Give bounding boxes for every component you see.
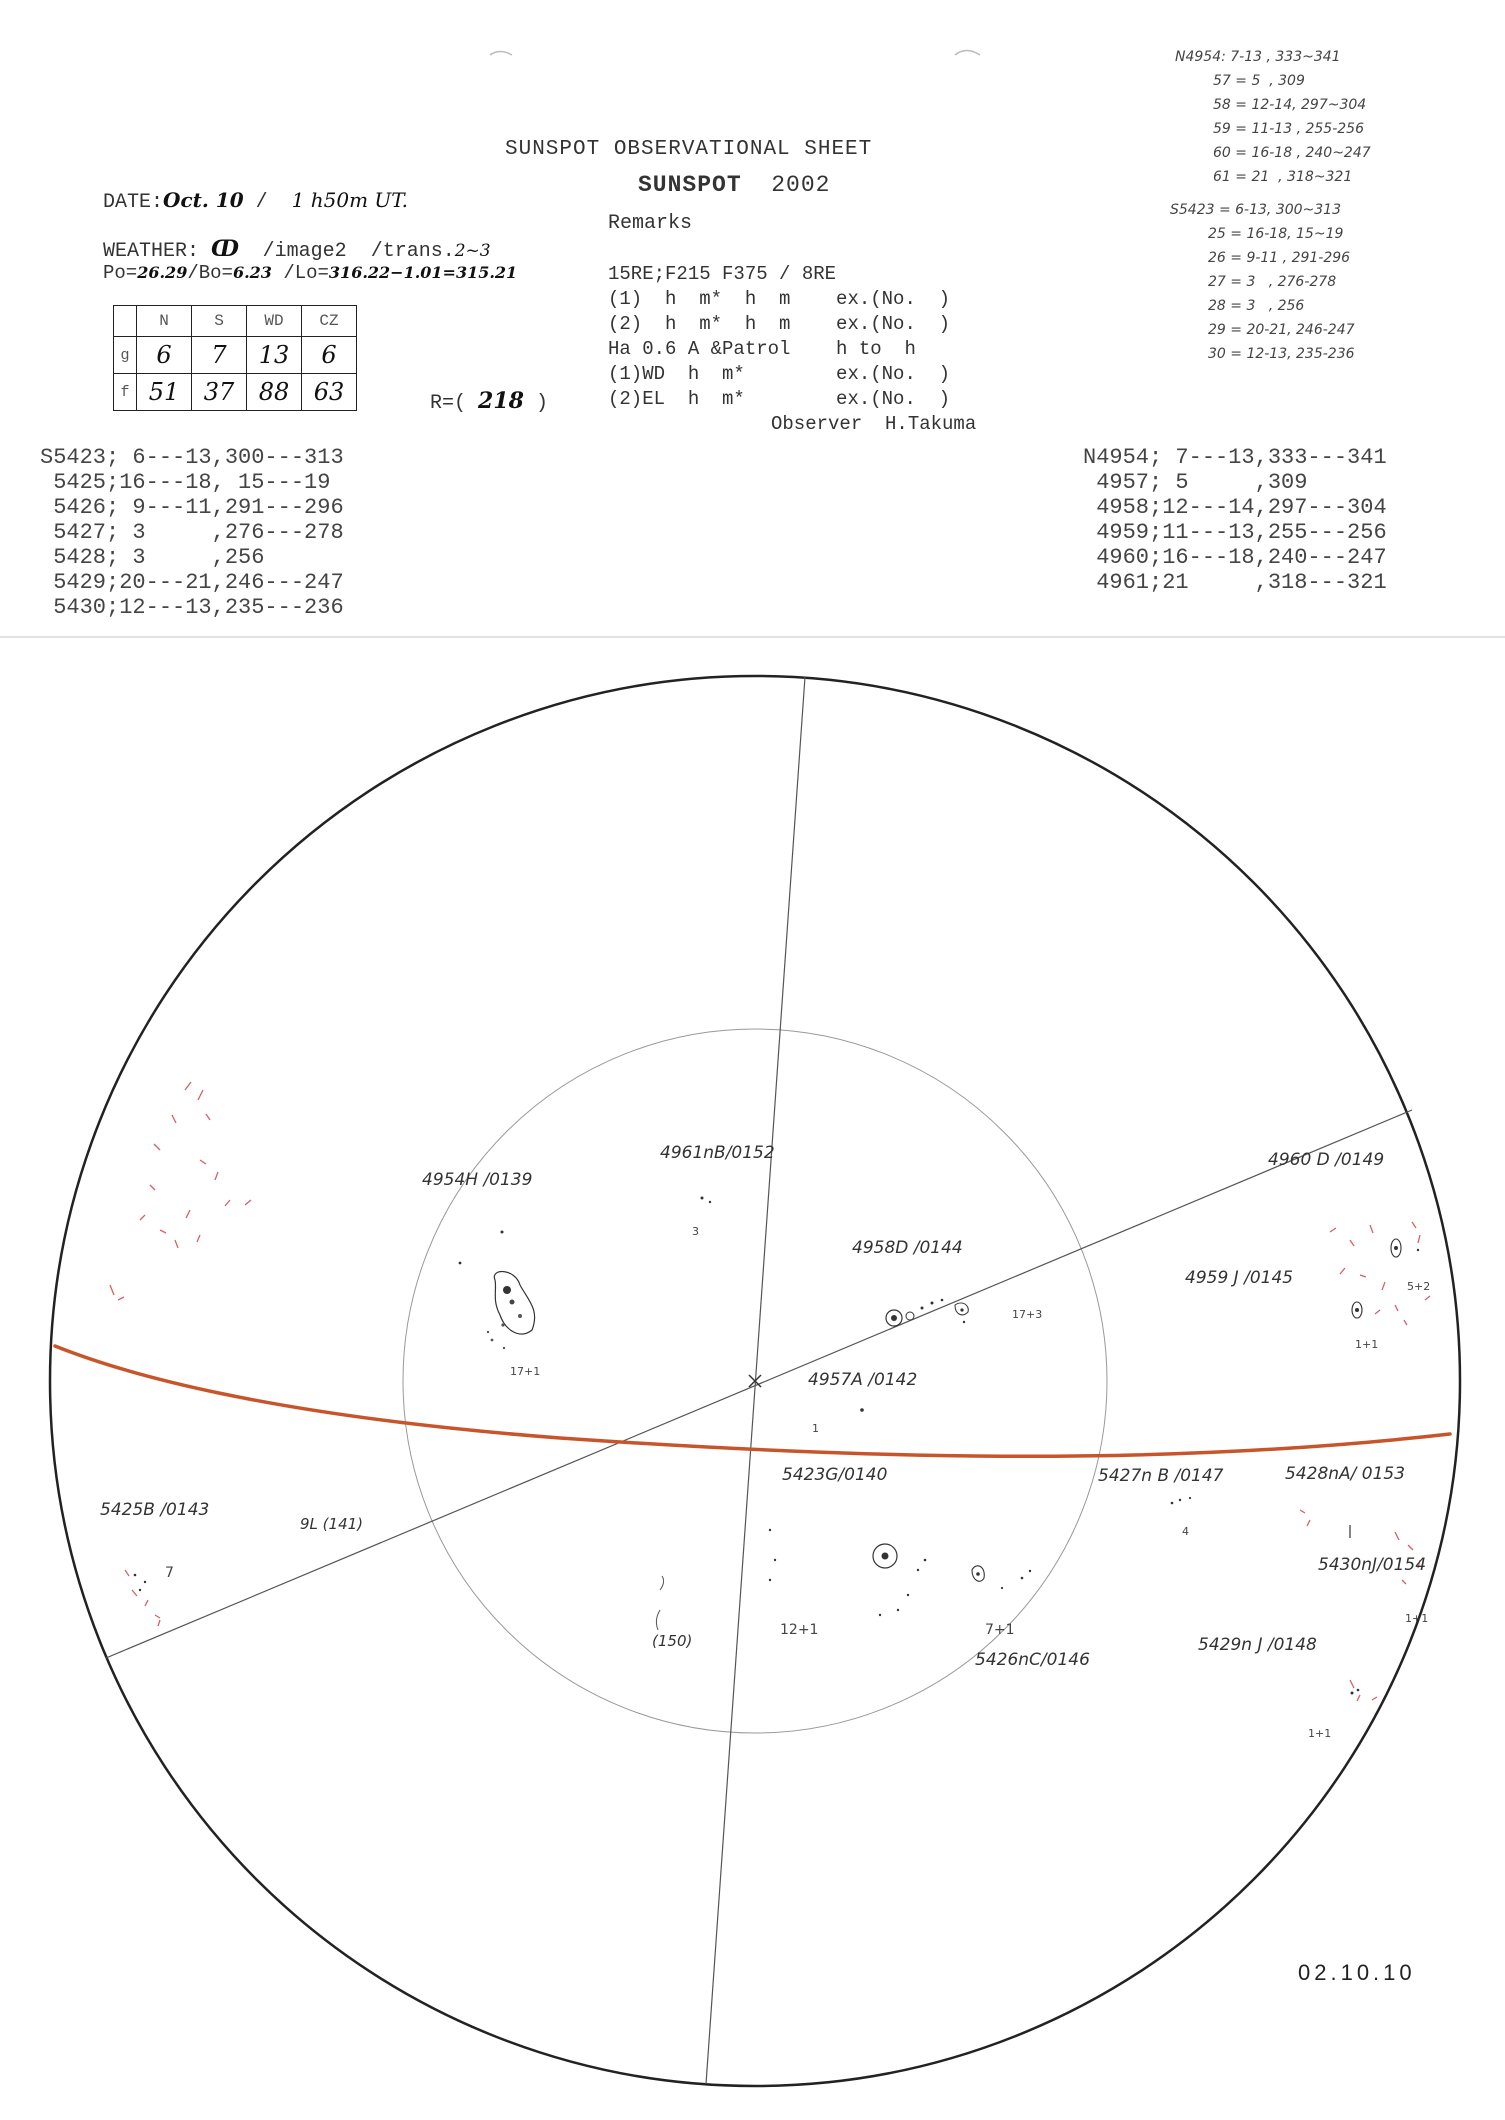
south-list-item: 5426; 9---11,291---296 xyxy=(40,495,344,520)
lo-value: 316.22−1.01=315.21 xyxy=(328,263,518,282)
count-5425: 7 xyxy=(165,1565,174,1581)
sunspot-group-4960 xyxy=(1391,1239,1419,1257)
annotation-curl xyxy=(660,1576,664,1590)
image-label: /image2 xyxy=(262,240,347,263)
po-label: Po= xyxy=(103,262,138,284)
count-5423: 12+1 xyxy=(780,1622,819,1638)
row-header-g: g xyxy=(114,337,137,374)
remarks-line-5: (1)WD h m* ex.(No. ) xyxy=(608,363,951,385)
label-group-5423: 5423G/0140 xyxy=(782,1465,888,1485)
north-list-item: N4954; 7---13,333---341 xyxy=(1083,445,1387,470)
handwritten-note: N4954: 7-13 , 333~341 xyxy=(1175,49,1341,65)
remarks-heading: Remarks xyxy=(608,212,693,235)
south-list-item: 5428; 3 ,256 xyxy=(40,545,265,570)
south-list-item: 5429;20---21,246---247 xyxy=(40,570,344,595)
g-wd-cell: 13 xyxy=(247,337,302,374)
handwritten-note: 61 = 21 , 318~321 xyxy=(1213,169,1353,185)
count-4957: 1 xyxy=(812,1422,819,1435)
handwritten-note: 30 = 12-13, 235-236 xyxy=(1208,346,1355,362)
footer-date-stamp: 02.10.10 xyxy=(1298,1960,1416,1985)
handwritten-note: 27 = 3 , 276-278 xyxy=(1208,274,1337,290)
label-group-5425: 5425B /0143 xyxy=(100,1500,210,1520)
solar-equator-line xyxy=(55,1346,1450,1456)
handwritten-note: 28 = 3 , 256 xyxy=(1208,298,1305,314)
handwritten-note: 60 = 16-18 , 240~247 xyxy=(1213,145,1371,161)
label-group-5427: 5427n B /0147 xyxy=(1098,1466,1224,1486)
label-group-4960: 4960 D /0149 xyxy=(1268,1150,1385,1170)
annotation-curl xyxy=(656,1610,660,1630)
handwritten-note: 26 = 9-11 , 291-296 xyxy=(1208,250,1351,266)
trans-value: 2~3 xyxy=(454,241,491,261)
sunspot-group-5426 xyxy=(972,1566,1031,1589)
g-cz-cell: 6 xyxy=(302,337,357,374)
handwritten-note: 29 = 20-21, 246-247 xyxy=(1208,322,1355,338)
label-group-5429: 5429n J /0148 xyxy=(1198,1635,1317,1655)
remarks-line-4: Ha 0.6 A &Patrol h to h xyxy=(608,338,916,360)
lo-label: /Lo= xyxy=(283,262,329,284)
label-group-4954: 4954H /0139 xyxy=(422,1170,533,1190)
sunspot-group-4957 xyxy=(860,1408,864,1412)
count-5427: 4 xyxy=(1182,1525,1189,1538)
r-label: R=( xyxy=(430,392,467,415)
sheet-title: SUNSPOT OBSERVATIONAL SHEET xyxy=(505,138,873,161)
note-141: 9L (141) xyxy=(300,1515,364,1533)
scan-mark xyxy=(955,51,980,56)
col-header-wd: WD xyxy=(247,306,302,337)
f-s-cell: 37 xyxy=(192,374,247,411)
f-wd-cell: 88 xyxy=(247,374,302,411)
label-group-4958: 4958D /0144 xyxy=(852,1238,963,1258)
weather-value: ↀ xyxy=(211,236,239,262)
sunspot-group-4959 xyxy=(1352,1302,1362,1318)
sunspot-group-5423 xyxy=(769,1529,927,1616)
label-group-5426: 5426nC/0146 xyxy=(975,1650,1090,1670)
south-list-item: 5425;16---18, 15---19 xyxy=(40,470,331,495)
handwritten-note: 25 = 16-18, 15~19 xyxy=(1208,226,1344,242)
col-header-cz: CZ xyxy=(302,306,357,337)
f-n-cell: 51 xyxy=(137,374,192,411)
handwritten-note: 58 = 12-14, 297~304 xyxy=(1213,97,1367,113)
count-5430: 1+1 xyxy=(1405,1612,1429,1625)
remarks-line-2: (1) h m* h m ex.(No. ) xyxy=(608,288,951,310)
north-list-item: 4961;21 ,318---321 xyxy=(1083,570,1387,595)
po-value: 26.29 xyxy=(137,263,188,282)
north-list-item: 4960;16---18,240---247 xyxy=(1083,545,1387,570)
r-close: ) xyxy=(535,392,548,415)
count-4960: 5+2 xyxy=(1407,1280,1431,1293)
handwritten-note: 59 = 11-13 , 255-256 xyxy=(1213,121,1364,137)
count-5429: 1+1 xyxy=(1308,1727,1332,1740)
count-4958: 17+3 xyxy=(1012,1308,1043,1321)
time-value: 1 h50m UT. xyxy=(291,188,409,212)
sunspot-group-5429 xyxy=(1351,1689,1360,1695)
subtitle-word: SUNSPOT xyxy=(638,172,742,198)
north-list-item: 4959;11---13,255---256 xyxy=(1083,520,1387,545)
col-header-n: N xyxy=(137,306,192,337)
label-group-4961: 4961nB/0152 xyxy=(660,1143,775,1163)
trans-label: /trans. xyxy=(370,240,455,263)
count-5426: 7+1 xyxy=(985,1622,1015,1638)
weather-label: WEATHER: xyxy=(103,240,200,263)
subtitle-year: 2002 xyxy=(771,172,831,198)
remarks-line-1: 15RE;F215 F375 / 8RE xyxy=(608,263,837,285)
south-list-item: 5430;12---13,235---236 xyxy=(40,595,344,620)
handwritten-note: S5423 = 6-13, 300~313 xyxy=(1170,202,1341,218)
label-group-4959: 4959 J /0145 xyxy=(1185,1268,1294,1288)
label-group-5428: 5428nA/ 0153 xyxy=(1285,1464,1406,1484)
scan-mark xyxy=(490,52,512,56)
north-list-item: 4957; 5 ,309 xyxy=(1083,470,1308,495)
date-label: DATE: xyxy=(103,191,164,214)
sunspot-group-5427 xyxy=(1171,1497,1191,1504)
north-list-item: 4958;12---14,297---304 xyxy=(1083,495,1387,520)
label-group-5430: 5430nJ/0154 xyxy=(1318,1555,1427,1575)
r-value: 218 xyxy=(478,388,524,414)
sunspot-group-5425 xyxy=(134,1574,147,1592)
col-header-s: S xyxy=(192,306,247,337)
sunspot-group-4954 xyxy=(459,1231,535,1350)
bo-label: /Bo= xyxy=(187,262,233,284)
count-4959: 1+1 xyxy=(1355,1338,1379,1351)
observer-line: Observer H.Takuma xyxy=(771,413,977,435)
note-150: (150) xyxy=(652,1632,693,1650)
count-4954: 17+1 xyxy=(510,1365,541,1378)
row-header-f: f xyxy=(114,374,137,411)
remarks-line-6: (2)EL h m* ex.(No. ) xyxy=(608,388,951,410)
bo-value: 6.23 xyxy=(232,263,272,282)
count-4961: 3 xyxy=(692,1225,699,1238)
south-list-item: 5427; 3 ,276---278 xyxy=(40,520,344,545)
date-separator: / xyxy=(255,191,268,214)
sunspot-group-4958 xyxy=(886,1299,968,1326)
date-value: Oct. 10 xyxy=(163,188,244,212)
south-list-item: S5423; 6---13,300---313 xyxy=(40,445,344,470)
handwritten-note: 57 = 5 , 309 xyxy=(1213,73,1305,89)
label-group-4957: 4957A /0142 xyxy=(808,1370,918,1390)
sunspot-group-4961 xyxy=(701,1197,712,1204)
g-s-cell: 7 xyxy=(192,337,247,374)
f-cz-cell: 63 xyxy=(302,374,357,411)
g-n-cell: 6 xyxy=(137,337,192,374)
remarks-line-3: (2) h m* h m ex.(No. ) xyxy=(608,313,951,335)
